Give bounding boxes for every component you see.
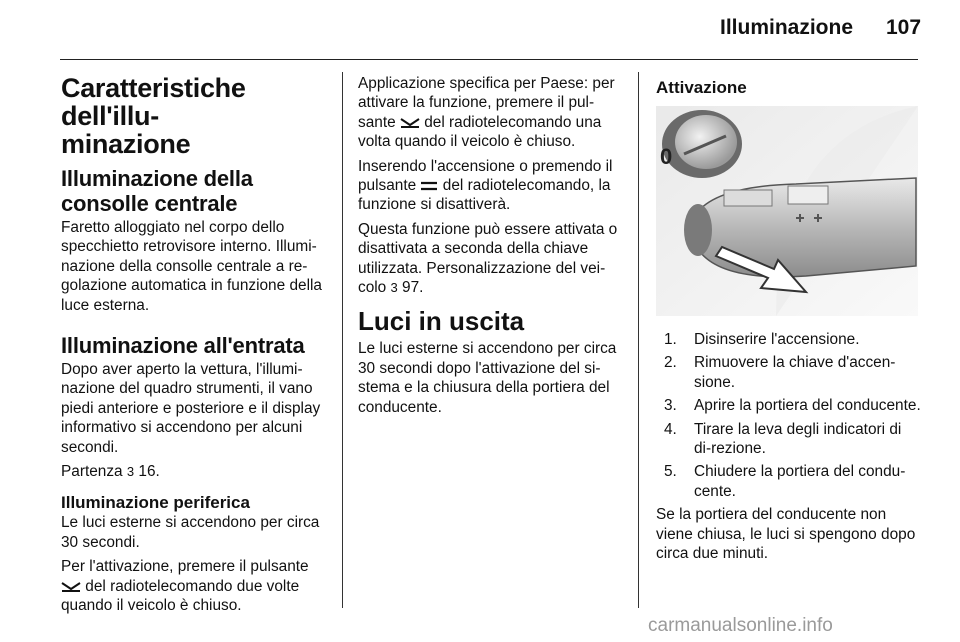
entry-ref-page[interactable]: 16.: [138, 463, 160, 481]
exit-text: Le luci esterne si accendono per circa 30 secondi dopo l'attivazione del si-stema e la chiusura della portiera del conducente.: [358, 340, 617, 416]
header-rule: [60, 59, 918, 60]
reference-arrow-icon: 3: [390, 280, 398, 296]
column-divider-2: [638, 72, 639, 608]
page-header-title: Illuminazione: [720, 16, 854, 39]
entry-text: Dopo aver aperto la vettura, l'illumi-nazione del quadro strumenti, il vano piedi anteriore e posteriore e il display informativo si accendono per alcuni secondi.: [61, 361, 321, 456]
column-2: [358, 74, 626, 422]
key-ref-page[interactable]: 97.: [402, 279, 424, 297]
lights-key-icon: [400, 117, 420, 129]
page-number: 107: [886, 16, 922, 39]
ignition-off-label: 0: [660, 144, 673, 169]
activation-heading: Attivazione: [656, 78, 747, 97]
list-item: 3. Aprire la portiera del conducente.: [664, 397, 921, 415]
section-heading-console: Illuminazione della consolle centrale: [61, 166, 253, 216]
key-text: Questa funzione può essere attivata o disattivata a seconda della chiave utilizzata. Personalizzazione del vei-colo 3 97.: [358, 220, 618, 297]
entry-ref-label: Partenza: [61, 463, 123, 481]
unlock-key-icon: [420, 181, 438, 191]
peripheral-text-2: Per l'attivazione, premere il pulsante del radiotelecomando due volte quando il veicolo è chiuso.: [61, 558, 309, 615]
column-divider-1: [342, 72, 343, 608]
column-3: [656, 74, 922, 568]
list-item: 5. Chiudere la portiera del condu-cente.: [664, 463, 906, 500]
lights-key-icon: [61, 581, 81, 593]
peripheral-text-1: Le luci esterne si accendono per circa 30 secondi.: [61, 514, 320, 551]
list-item: 2. Rimuovere la chiave d'accen-sione.: [664, 354, 896, 391]
console-text: Faretto alloggiato nel corpo dello specchietto retrovisore interno. Illumi-nazione della consolle centrale a re-golazione automatica in funzione della luce esterna.: [61, 219, 322, 314]
timeout-text: Se la portiera del conducente non viene chiusa, le luci si spengono dopo circa due minuti.: [656, 506, 916, 563]
list-item: 4. Tirare la leva degli indicatori di di-rezione.: [664, 420, 902, 458]
section-heading-entry: Illuminazione all'entrata: [61, 333, 305, 359]
steps-list: [656, 330, 922, 501]
section-heading-exit: Luci in uscita: [358, 306, 525, 337]
section-heading-peripheral: Illuminazione periferica: [61, 493, 250, 513]
deactivate-text: Inserendo l'accensione o premendo il pulsante del radiotelecomando, la funzione si disattiverà.: [358, 157, 613, 214]
country-text: Applicazione specifica per Paese: per attivare la funzione, premere il pul-sante del radiotelecomando una volta quando il veicolo è chiuso.: [358, 75, 615, 151]
entry-reference: [61, 462, 327, 481]
list-item: 1. Disinserire l'accensione.: [664, 331, 860, 348]
watermark: carmanualsonline.info: [648, 615, 833, 636]
chapter-heading: Caratteristiche dell'illu- minazione: [61, 73, 246, 159]
turn-signal-lever-illustration: [656, 106, 918, 316]
lever-diagram: [656, 106, 918, 316]
column-1: [61, 74, 327, 621]
reference-arrow-icon: 3: [126, 464, 135, 480]
